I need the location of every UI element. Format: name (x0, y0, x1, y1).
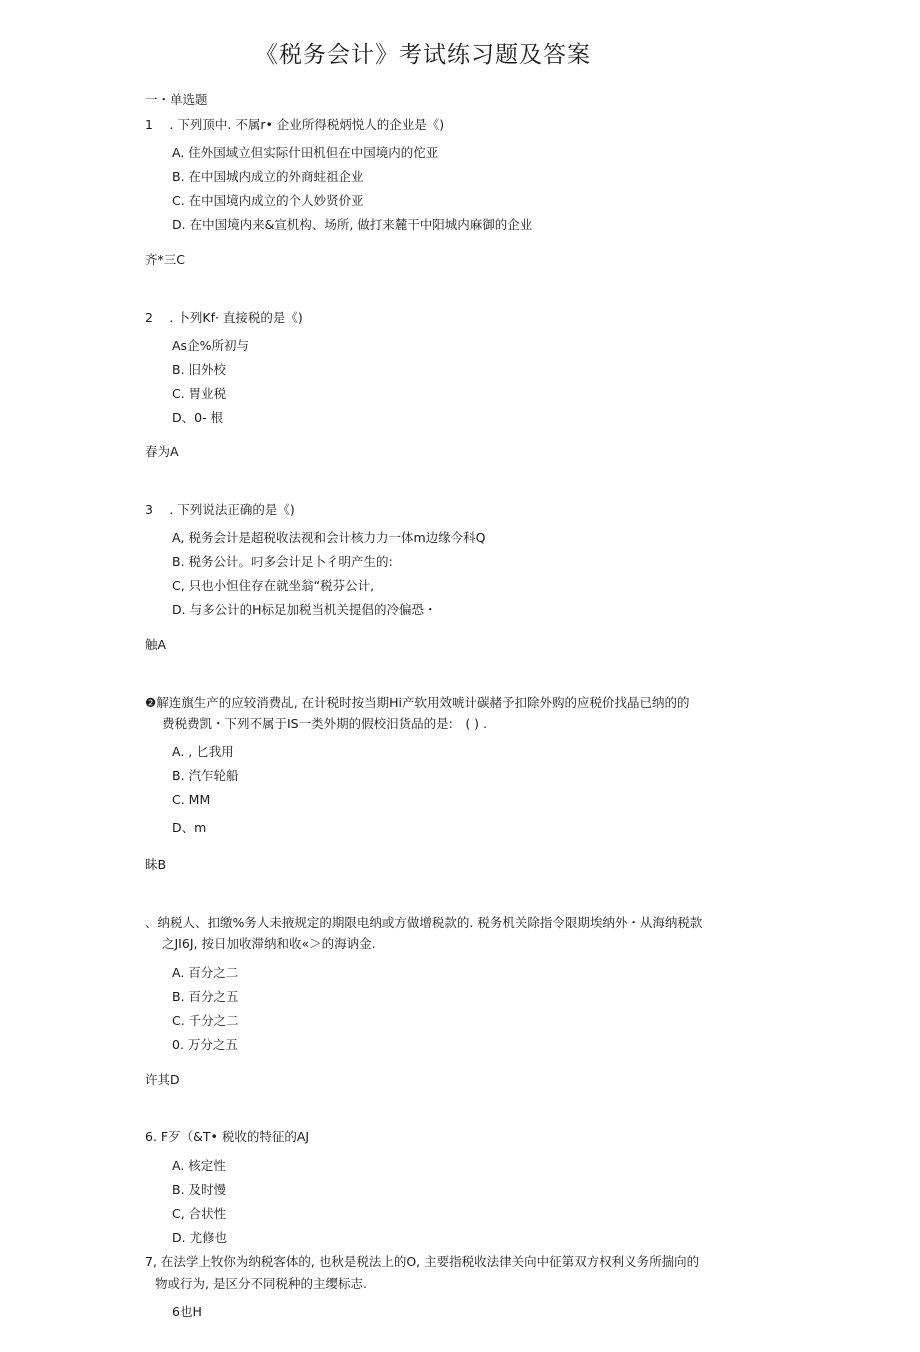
page-title: 《税务会计》考试练习题及答案 (255, 42, 591, 68)
question-4-option-b: B. 汽乍轮船 (172, 768, 239, 783)
question-6-option-b: B. 及时慢 (172, 1182, 227, 1197)
question-2-option-c: C. 胃业税 (172, 386, 227, 401)
question-7-stem-line-1: 7, 在法学上牧你为纳税客体的, 也秋是税法上的O, 主要指税收法律关向中征第双方权利义务所揣向的 (145, 1254, 700, 1269)
question-2-answer: 春为A (145, 444, 179, 459)
question-5-option-c: C. 千分之二 (172, 1013, 239, 1028)
question-5-option-d: 0. 万分之五 (172, 1037, 238, 1052)
question-1-option-c: C. 在中国境内成立的个人妙贤价亚 (172, 193, 364, 208)
question-4-answer: 眛B (145, 857, 167, 872)
question-6-option-c: C, 合状性 (172, 1206, 227, 1221)
question-2-option-b: B. 旧外校 (172, 362, 227, 377)
question-5-option-b: B. 百分之五 (172, 989, 239, 1004)
question-5-stem-line-2: 之JI6J, 按日加收滞纳和收«＞的海讷金. (162, 936, 376, 951)
question-6-option-a: A. 核定性 (172, 1158, 226, 1173)
question-3-option-a: A, 税务会计是超税收法视和会计核力力一体m边缘今科Q (172, 530, 486, 545)
question-1-option-a: A. 住外国域立但实际什田机但在中国境内的佗亚 (172, 145, 439, 160)
question-7-option-a: 6也H (172, 1304, 202, 1319)
question-5-stem-line-1: 、纳税人、扣缴%务人未掖规定的期限电纳或方做增税款的. 税务机关除指令限期埃纳外・从海纳税款 (145, 915, 703, 930)
question-5-answer: 许其D (145, 1072, 180, 1087)
question-4-option-a: A. , 匕我用 (172, 744, 234, 759)
question-4-stem-line-1: ❷解连旗生产的应较消费乩, 在计税时按当期Hi产软用效唬计碳赭予扣除外购的应税价找晶已纳的的 (145, 695, 690, 710)
question-1-option-b: B. 在中国城内成立的外商蛀祖企业 (172, 169, 364, 184)
question-3-answer: 触A (145, 637, 167, 652)
question-4-option-c: C. MM (172, 792, 211, 807)
question-2-stem: 2 . 卜列Kf· 直接税的是《) (145, 310, 303, 325)
question-1-stem: 1 . 下列顶中. 不属r• 企业所得税炳悦人的企业是《) (145, 117, 445, 132)
question-1-option-d: D. 在中国境内来&宣机构、场所, 做打来麓干中阳城内麻御的企业 (172, 217, 533, 232)
question-3-option-b: B. 税务公计。叼多会计足卜彳明产生的: (172, 554, 393, 569)
question-3-option-c: C, 只也小怛住存在就坐翁“税芬公计, (172, 578, 375, 593)
question-6-option-d: D. 尤修也 (172, 1230, 228, 1245)
section-heading: 一・单选题 (145, 92, 208, 107)
question-3-stem: 3 . 下列说法正确的是《) (145, 502, 295, 517)
question-4-option-d: D、m (172, 820, 207, 835)
question-6-stem: 6. F歹（&T• 税收的特征的AJ (145, 1129, 310, 1144)
question-7-stem-line-2: 物或行为, 是区分不同税种的主缨标志. (155, 1276, 367, 1291)
question-1-answer: 齐*三C (145, 252, 185, 267)
question-4-stem-line-2: 费税费凯・下列不属于IS一类外期的假校汨货品的是: ( ) . (162, 716, 488, 731)
question-2-option-d: D、0- 根 (172, 410, 224, 425)
question-3-option-d: D. 与多公计的H标足加税当机关提倡的冷偏恐・ (172, 602, 437, 617)
question-5-option-a: A. 百分之二 (172, 965, 239, 980)
question-2-option-a: As企%所初与 (172, 338, 249, 353)
